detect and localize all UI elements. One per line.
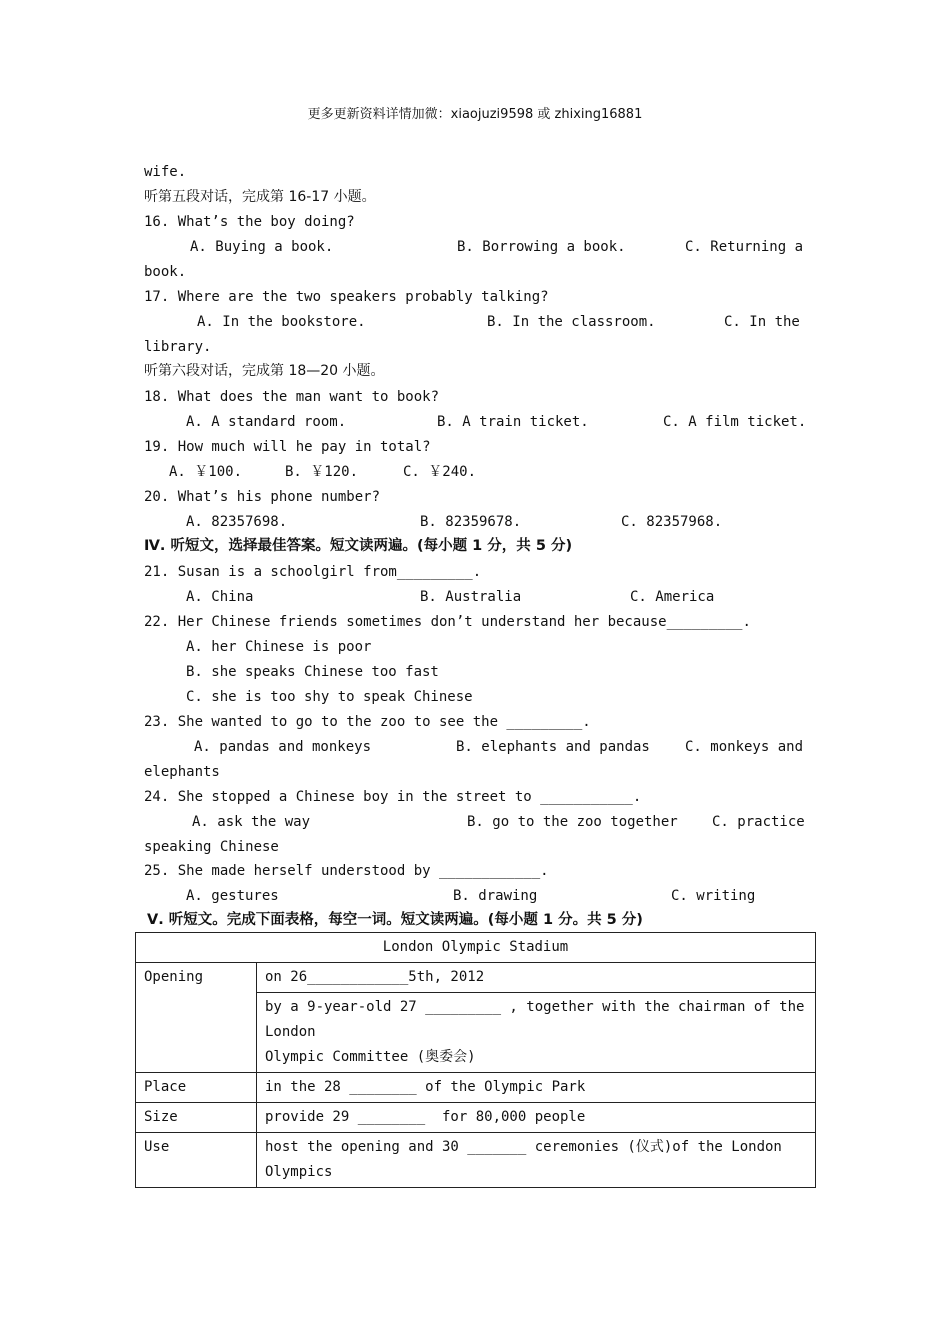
opening-2-line-b: Olympic Committee (奥委会) xyxy=(265,1049,476,1065)
q19-option-a: A. ￥100. xyxy=(169,464,243,480)
q21-option-c: C. America xyxy=(630,589,715,605)
q18-option-a: A. A standard room. xyxy=(186,414,347,430)
q22-option-a: A. her Chinese is poor xyxy=(186,639,372,655)
question-22: 22. Her Chinese friends sometimes don’t understand her because_________. xyxy=(144,614,751,630)
section-heading-5: Ⅴ. 听短文。完成下面表格，每空一词。短文读两遍。(每小题 1 分。共 5 分) xyxy=(147,912,643,928)
q24-option-a: A. ask the way xyxy=(192,814,311,830)
page-header: 更多更新资料详情加微：xiaojuzi9598 或 zhixing16881 xyxy=(307,107,643,122)
question-24: 24. She stopped a Chinese boy in the street to ___________. xyxy=(144,789,642,805)
q20-option-b: B. 82359678. xyxy=(420,514,522,530)
question-19: 19. How much will he pay in total? xyxy=(144,439,431,455)
q17-option-b: B. In the classroom. xyxy=(487,314,656,330)
q24-option-c: C. practice xyxy=(712,814,805,830)
table-title: London Olympic Stadium xyxy=(136,933,816,963)
q23-option-b: B. elephants and pandas xyxy=(456,739,650,755)
q24-option-b: B. go to the zoo together xyxy=(467,814,678,830)
q17-option-c-cont: library. xyxy=(144,339,212,355)
q23-option-a: A. pandas and monkeys xyxy=(194,739,372,755)
q22-option-b: B. she speaks Chinese too fast xyxy=(186,664,439,680)
q18-option-c: C. A film ticket. xyxy=(663,414,807,430)
section-instruction: 听第五段对话，完成第 16-17 小题。 xyxy=(144,189,376,205)
q20-option-c: C. 82357968. xyxy=(621,514,723,530)
table-cell-opening-1: on 26____________5th, 2012 xyxy=(257,963,816,993)
question-18: 18. What does the man want to book? xyxy=(144,389,440,405)
table-label-use: Use xyxy=(136,1133,257,1188)
q17-option-a: A. In the bookstore. xyxy=(197,314,366,330)
table-label-size: Size xyxy=(136,1103,257,1133)
q19-option-b: B. ￥120. xyxy=(285,464,359,480)
stadium-table xyxy=(135,932,816,1188)
q16-option-a: A. Buying a book. xyxy=(190,239,334,255)
q16-option-b: B. Borrowing a book. xyxy=(457,239,626,255)
q20-option-a: A. 82357698. xyxy=(186,514,288,530)
table-cell-place: in the 28 ________ of the Olympic Park xyxy=(257,1073,816,1103)
section-heading-4: Ⅳ. 听短文，选择最佳答案。短文读两遍。(每小题 1 分，共 5 分) xyxy=(144,538,573,554)
question-20: 20. What’s his phone number? xyxy=(144,489,381,505)
opening-2-line-a: by a 9-year-old 27 _________ , together with the chairman of the London xyxy=(265,999,805,1040)
q16-option-c-cont: book. xyxy=(144,264,187,280)
table-label-opening: Opening xyxy=(136,963,257,1073)
q24-option-c-cont: speaking Chinese xyxy=(144,839,279,855)
q18-option-b: B. A train ticket. xyxy=(437,414,589,430)
q23-option-c-cont: elephants xyxy=(144,764,220,780)
text-line: wife. xyxy=(144,164,187,180)
q25-option-c: C. writing xyxy=(671,888,756,904)
table-label-place: Place xyxy=(136,1073,257,1103)
q21-option-b: B. Australia xyxy=(420,589,522,605)
question-21: 21. Susan is a schoolgirl from_________. xyxy=(144,564,482,580)
q21-option-a: A. China xyxy=(186,589,254,605)
q19-option-c: C. ￥240. xyxy=(403,464,477,480)
q25-option-b: B. drawing xyxy=(453,888,538,904)
question-25: 25. She made herself understood by ____________. xyxy=(144,863,549,879)
question-17: 17. Where are the two speakers probably talking? xyxy=(144,289,549,305)
q16-option-c: C. Returning a xyxy=(685,239,804,255)
question-16: 16. What’s the boy doing? xyxy=(144,214,355,230)
section-instruction: 听第六段对话，完成第 18—20 小题。 xyxy=(144,363,385,379)
q23-option-c: C. monkeys and xyxy=(685,739,804,755)
table-cell-use: host the opening and 30 _______ ceremonies (仪式)of the London Olympics xyxy=(257,1133,816,1188)
q25-option-a: A. gestures xyxy=(186,888,279,904)
table-cell-size: provide 29 ________ for 80,000 people xyxy=(257,1103,816,1133)
q17-option-c: C. In the xyxy=(724,314,800,330)
q22-option-c: C. she is too shy to speak Chinese xyxy=(186,689,473,705)
table-cell-opening-2 xyxy=(257,993,816,1073)
question-23: 23. She wanted to go to the zoo to see the _________. xyxy=(144,714,591,730)
